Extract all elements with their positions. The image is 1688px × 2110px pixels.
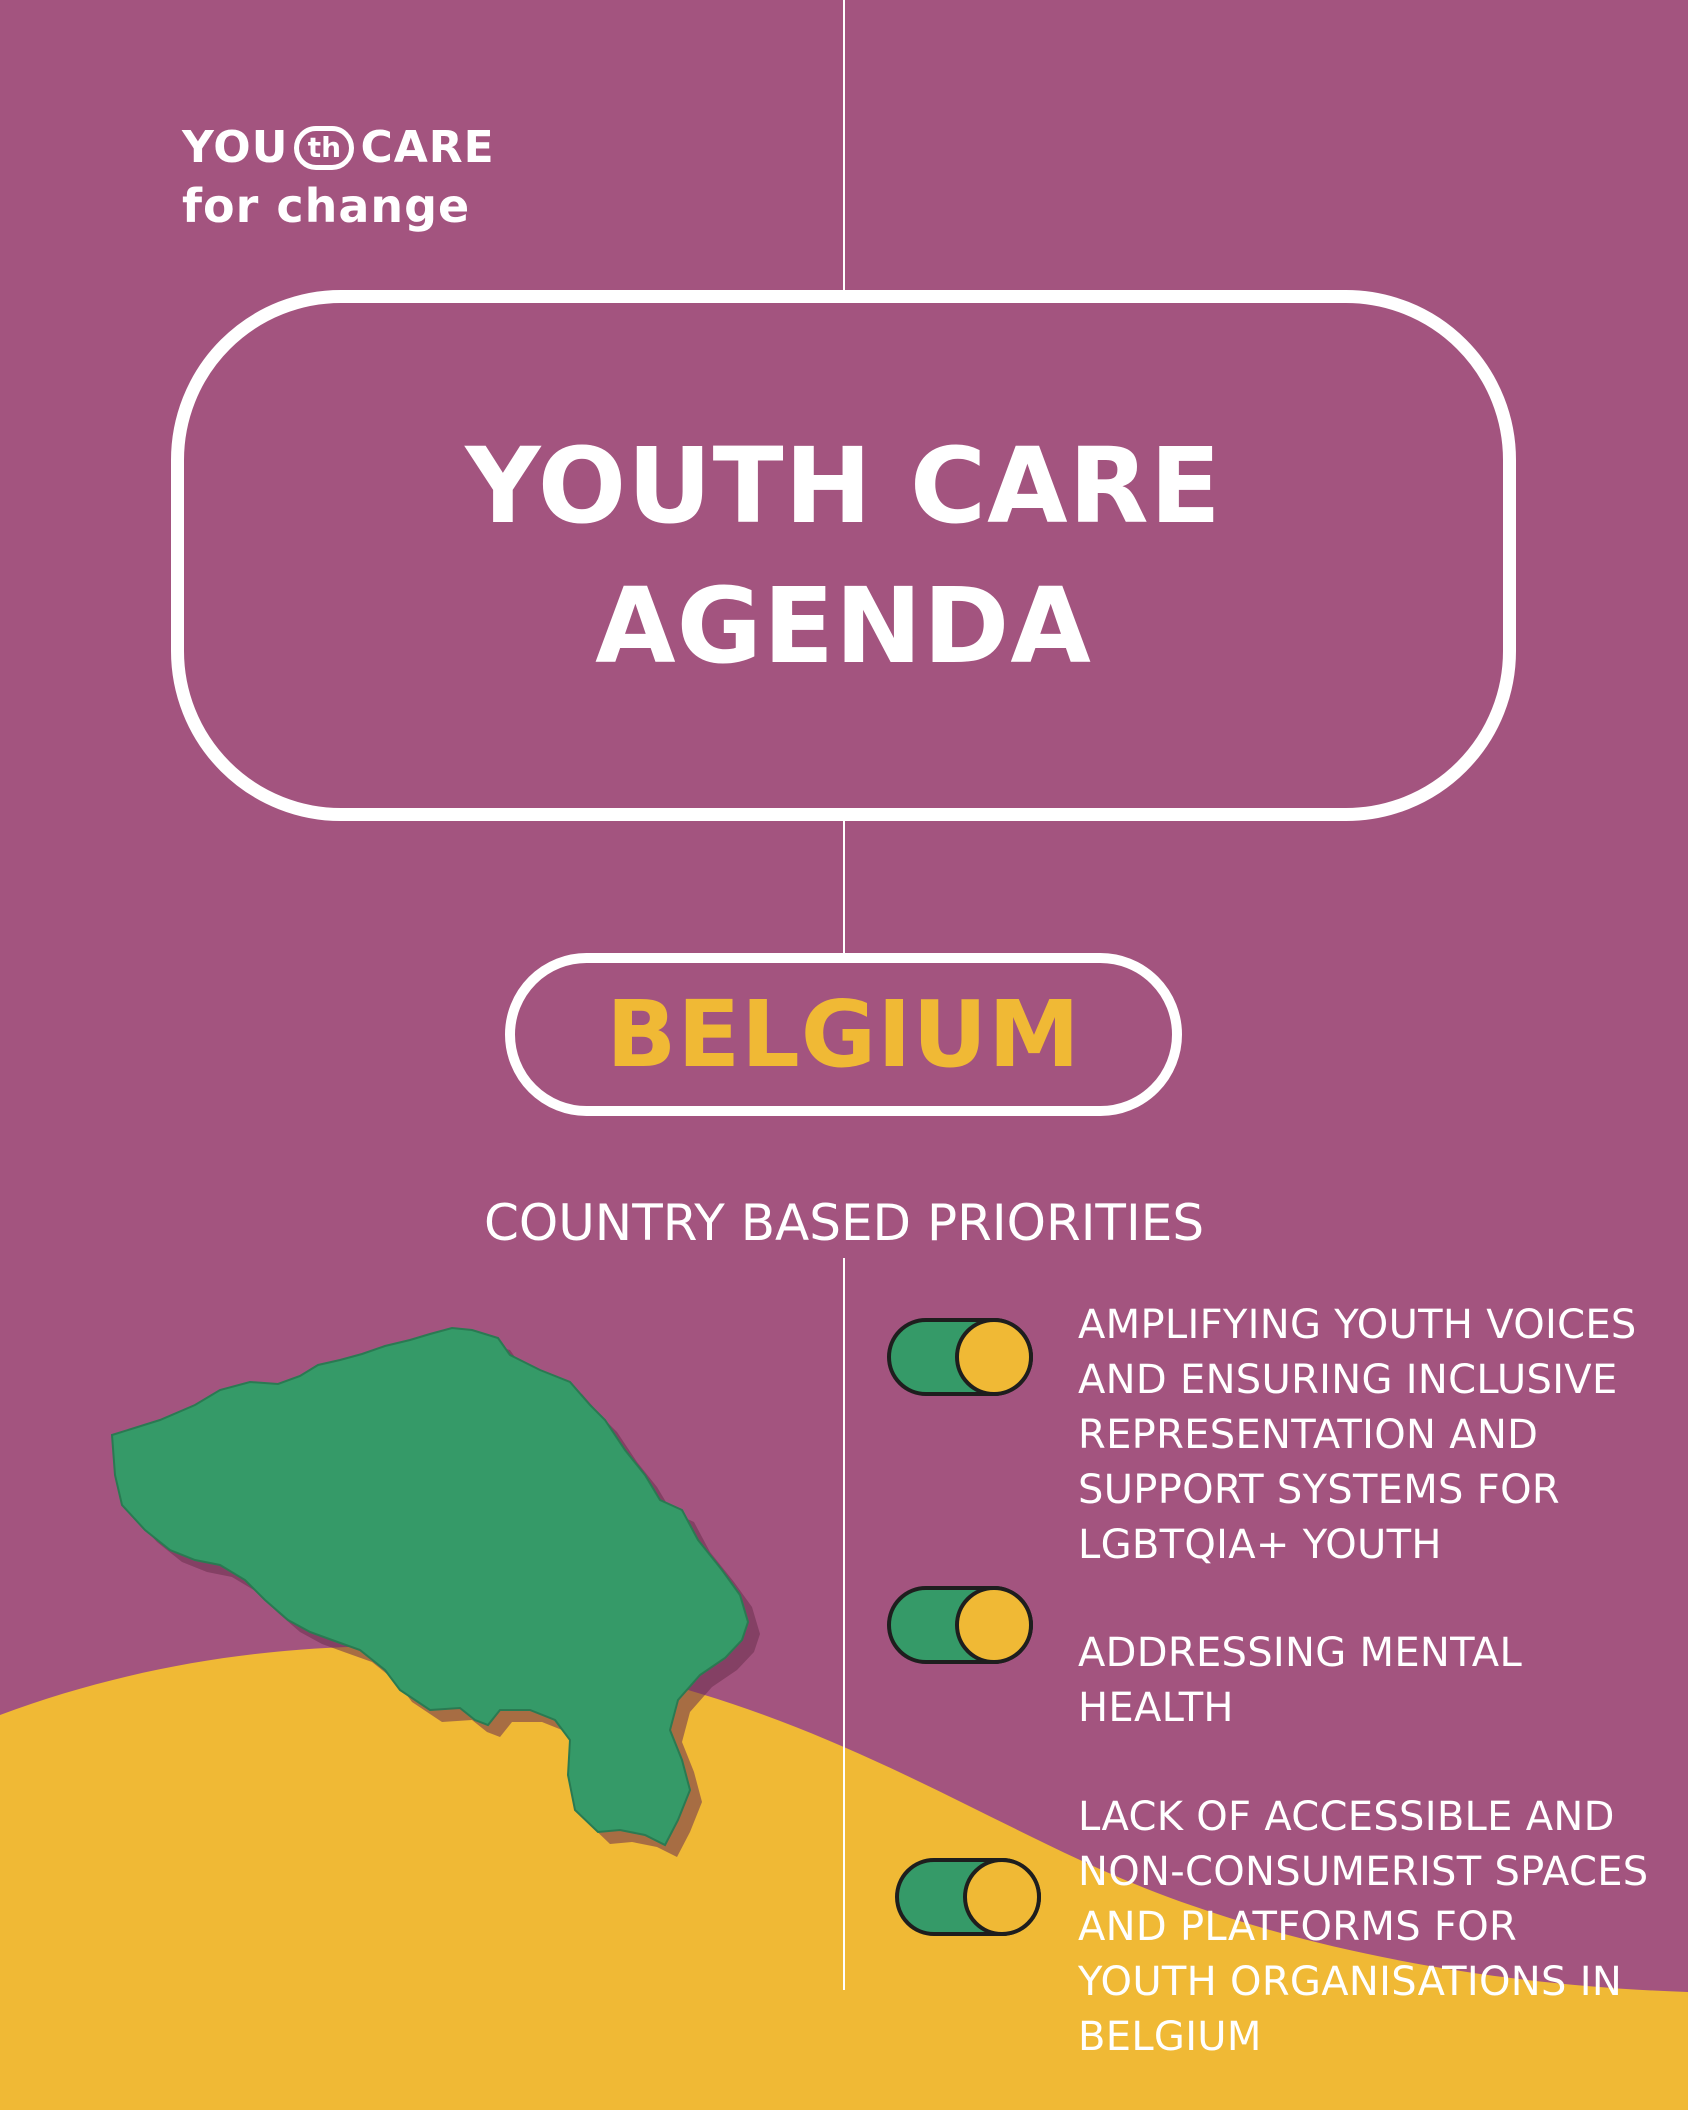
toggle-switch-icon	[895, 1858, 1041, 1936]
section-heading: COUNTRY BASED PRIORITIES	[483, 1194, 1205, 1252]
youth-care-logo	[182, 118, 502, 238]
logo-badge: th	[294, 126, 354, 170]
toggle-knob	[955, 1318, 1033, 1396]
toggle-knob	[963, 1858, 1041, 1936]
logo-care: CARE	[360, 122, 495, 173]
toggle-switch-icon	[887, 1318, 1033, 1396]
belgium-map-icon	[100, 1310, 780, 1870]
priority-text-2: ADDRESSING MENTAL HEALTH	[1078, 1630, 1523, 1731]
country-name: BELGIUM	[606, 981, 1081, 1088]
title-box	[171, 290, 1516, 821]
belgium-map-shape	[112, 1328, 748, 1845]
title-line-1: YOUTH CARE	[465, 424, 1222, 547]
priority-text-3: LACK OF ACCESSIBLE AND NON-CONSUMERIST SPACES AND PLATFORMS FOR YOUTH ORGANISATIONS IN BELGIUM	[1078, 1794, 1649, 2060]
logo-tagline: for change	[182, 179, 471, 233]
title-line-2: AGENDA	[595, 564, 1092, 687]
toggle-knob	[955, 1586, 1033, 1664]
toggle-switch-icon	[887, 1586, 1033, 1664]
logo-you: YOU	[182, 122, 289, 173]
country-pill	[505, 953, 1182, 1116]
priority-text-1: AMPLIFYING YOUTH VOICES AND ENSURING INCLUSIVE REPRESENTATION AND SUPPORT SYSTEMS FOR LGBTQIA+ YOUTH	[1078, 1302, 1637, 1568]
